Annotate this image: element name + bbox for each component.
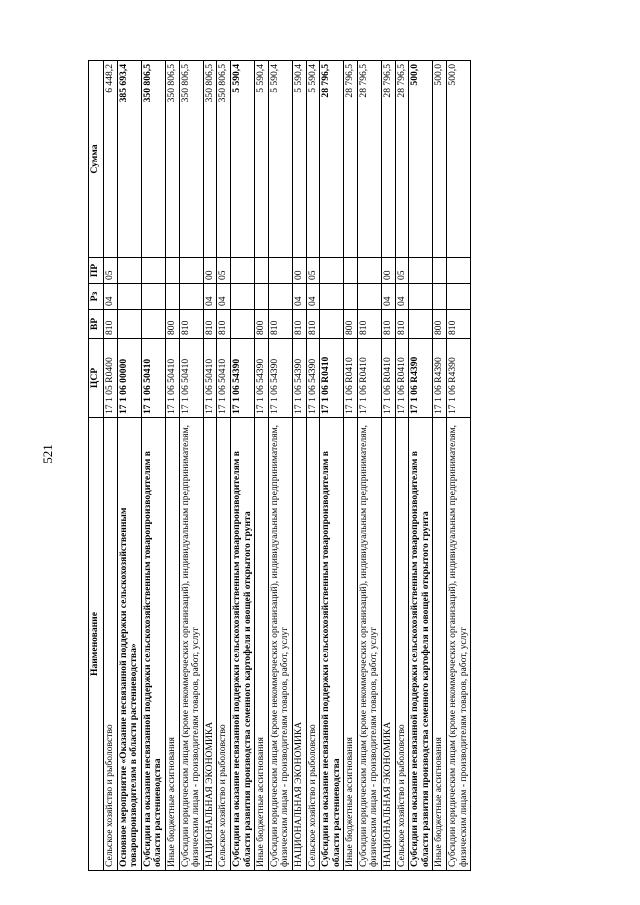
cell-sum: 6 448,2 bbox=[104, 61, 118, 258]
cell-sum: 5 590,4 bbox=[292, 61, 306, 258]
cell-vr: 800 bbox=[433, 310, 447, 339]
cell-csr: 17 1 06 00000 bbox=[117, 339, 141, 418]
table-header-row bbox=[89, 61, 104, 871]
cell-vr: 810 bbox=[447, 310, 471, 339]
cell-pr: 00 bbox=[382, 258, 396, 284]
cell-vr: 810 bbox=[357, 310, 381, 339]
cell-pr bbox=[179, 258, 203, 284]
cell-pr: 00 bbox=[203, 258, 217, 284]
table-row bbox=[395, 61, 409, 871]
cell-pr bbox=[117, 258, 141, 284]
budget-table bbox=[88, 60, 471, 871]
cell-sum: 350 806,5 bbox=[179, 61, 203, 258]
table-row bbox=[230, 61, 254, 871]
table-row bbox=[344, 61, 358, 871]
cell-vr bbox=[117, 310, 141, 339]
cell-csr: 17 1 06 R0410 bbox=[320, 339, 344, 418]
table-row bbox=[141, 61, 165, 871]
cell-rz bbox=[357, 284, 381, 310]
cell-vr: 810 bbox=[104, 310, 118, 339]
cell-rz bbox=[165, 284, 179, 310]
cell-pr: 05 bbox=[306, 258, 320, 284]
header-pr: ПР bbox=[89, 258, 104, 284]
cell-pr: 00 bbox=[292, 258, 306, 284]
cell-name: Субсидии на оказание несвязанной поддержки сельскохозяйственным товаропроизводителям в области растениеводства bbox=[320, 418, 344, 871]
cell-rz bbox=[344, 284, 358, 310]
cell-sum: 385 693,4 bbox=[117, 61, 141, 258]
table-row bbox=[203, 61, 217, 871]
cell-name: НАЦИОНАЛЬНАЯ ЭКОНОМИКА bbox=[382, 418, 396, 871]
cell-csr: 17 1 06 50410 bbox=[203, 339, 217, 418]
cell-name: Иные бюджетные ассигнования bbox=[344, 418, 358, 871]
cell-name: Субсидии на оказание несвязанной поддержки сельскохозяйственным товаропроизводителям в области развития производства семенного картофеля и овощей открытого грунта bbox=[409, 418, 433, 871]
cell-csr: 17 1 06 R0410 bbox=[395, 339, 409, 418]
cell-sum: 500,0 bbox=[447, 61, 471, 258]
cell-vr: 810 bbox=[203, 310, 217, 339]
header-rz: Рз bbox=[89, 284, 104, 310]
cell-pr: 05 bbox=[104, 258, 118, 284]
cell-rz bbox=[447, 284, 471, 310]
cell-vr: 810 bbox=[306, 310, 320, 339]
cell-csr: 17 1 06 R0410 bbox=[382, 339, 396, 418]
cell-csr: 17 1 06 50410 bbox=[179, 339, 203, 418]
cell-name: Сельское хозяйство и рыболовство bbox=[395, 418, 409, 871]
cell-rz: 04 bbox=[292, 284, 306, 310]
table-row bbox=[433, 61, 447, 871]
cell-pr: 05 bbox=[217, 258, 231, 284]
table-row bbox=[292, 61, 306, 871]
header-sum: Сумма bbox=[89, 61, 104, 258]
cell-name: Субсидии юридическим лицам (кроме некоммерческих организаций), индивидуальным предпринимателям, физическим лицам - производителям товаров, работ, услуг bbox=[268, 418, 292, 871]
cell-sum: 350 806,5 bbox=[141, 61, 165, 258]
cell-name: Сельское хозяйство и рыболовство bbox=[217, 418, 231, 871]
cell-vr: 800 bbox=[255, 310, 269, 339]
cell-sum: 5 590,4 bbox=[268, 61, 292, 258]
table-row bbox=[117, 61, 141, 871]
cell-rz bbox=[230, 284, 254, 310]
cell-csr: 17 1 06 54390 bbox=[306, 339, 320, 418]
cell-rz bbox=[179, 284, 203, 310]
cell-rz bbox=[255, 284, 269, 310]
cell-rz: 04 bbox=[395, 284, 409, 310]
cell-rz: 04 bbox=[306, 284, 320, 310]
cell-csr: 17 1 05 R0400 bbox=[104, 339, 118, 418]
cell-rz: 04 bbox=[203, 284, 217, 310]
cell-csr: 17 1 06 54390 bbox=[255, 339, 269, 418]
table-row bbox=[268, 61, 292, 871]
cell-sum: 28 796,5 bbox=[357, 61, 381, 258]
cell-sum: 28 796,5 bbox=[320, 61, 344, 258]
cell-pr bbox=[344, 258, 358, 284]
cell-csr: 17 1 06 R0410 bbox=[357, 339, 381, 418]
cell-csr: 17 1 06 54390 bbox=[230, 339, 254, 418]
cell-sum: 28 796,5 bbox=[344, 61, 358, 258]
table-row bbox=[357, 61, 381, 871]
table-row bbox=[409, 61, 433, 871]
cell-name: Субсидии юридическим лицам (кроме некоммерческих организаций), индивидуальным предпринимателям, физическим лицам - производителям товаров, работ, услуг bbox=[447, 418, 471, 871]
cell-vr bbox=[320, 310, 344, 339]
header-vr: ВР bbox=[89, 310, 104, 339]
cell-name: Субсидии на оказание несвязанной поддержки сельскохозяйственным товаропроизводителям в области развития производства семенного картофеля и овощей открытого грунта bbox=[230, 418, 254, 871]
cell-pr bbox=[357, 258, 381, 284]
table-row bbox=[179, 61, 203, 871]
cell-pr: 05 bbox=[395, 258, 409, 284]
cell-rz bbox=[433, 284, 447, 310]
cell-rz: 04 bbox=[217, 284, 231, 310]
cell-rz bbox=[320, 284, 344, 310]
cell-vr bbox=[141, 310, 165, 339]
cell-csr: 17 1 06 R4390 bbox=[409, 339, 433, 418]
cell-name: НАЦИОНАЛЬНАЯ ЭКОНОМИКА bbox=[292, 418, 306, 871]
cell-csr: 17 1 06 R0410 bbox=[344, 339, 358, 418]
cell-pr bbox=[447, 258, 471, 284]
cell-rz: 04 bbox=[382, 284, 396, 310]
cell-rz bbox=[141, 284, 165, 310]
cell-vr: 810 bbox=[268, 310, 292, 339]
cell-pr bbox=[409, 258, 433, 284]
table-row bbox=[320, 61, 344, 871]
cell-name: Субсидии на оказание несвязанной поддержки сельскохозяйственным товаропроизводителям в области растениеводства bbox=[141, 418, 165, 871]
cell-name: Иные бюджетные ассигнования bbox=[255, 418, 269, 871]
cell-sum: 350 806,5 bbox=[165, 61, 179, 258]
table-row bbox=[255, 61, 269, 871]
cell-csr: 17 1 06 50410 bbox=[165, 339, 179, 418]
cell-vr bbox=[230, 310, 254, 339]
cell-name: Сельское хозяйство и рыболовство bbox=[104, 418, 118, 871]
cell-vr: 810 bbox=[179, 310, 203, 339]
cell-vr: 800 bbox=[165, 310, 179, 339]
header-csr: ЦСР bbox=[89, 339, 104, 418]
cell-name: Основное мероприятие «Оказание несвязанной поддержки сельскохозяйственным товаропроизводителям в области растениеводства» bbox=[117, 418, 141, 871]
cell-name: Субсидии юридическим лицам (кроме некоммерческих организаций), индивидуальным предпринимателям, физическим лицам - производителям товаров, работ, услуг bbox=[179, 418, 203, 871]
cell-sum: 350 806,5 bbox=[217, 61, 231, 258]
cell-pr bbox=[141, 258, 165, 284]
cell-csr: 17 1 06 R4390 bbox=[447, 339, 471, 418]
table-row bbox=[382, 61, 396, 871]
cell-rz: 04 bbox=[104, 284, 118, 310]
cell-vr: 810 bbox=[292, 310, 306, 339]
cell-pr bbox=[320, 258, 344, 284]
cell-csr: 17 1 06 54390 bbox=[292, 339, 306, 418]
cell-pr bbox=[268, 258, 292, 284]
table-row bbox=[165, 61, 179, 871]
table-row bbox=[447, 61, 471, 871]
table-row bbox=[306, 61, 320, 871]
cell-pr bbox=[230, 258, 254, 284]
cell-name: Иные бюджетные ассигнования bbox=[433, 418, 447, 871]
cell-sum: 500,0 bbox=[409, 61, 433, 258]
cell-vr: 810 bbox=[217, 310, 231, 339]
cell-vr: 800 bbox=[344, 310, 358, 339]
cell-sum: 5 590,4 bbox=[230, 61, 254, 258]
cell-sum: 500,0 bbox=[433, 61, 447, 258]
budget-table-container bbox=[88, 61, 586, 871]
cell-vr: 810 bbox=[382, 310, 396, 339]
cell-sum: 5 590,4 bbox=[306, 61, 320, 258]
table-row bbox=[217, 61, 231, 871]
cell-rz bbox=[409, 284, 433, 310]
cell-csr: 17 1 06 54390 bbox=[268, 339, 292, 418]
table-row bbox=[104, 61, 118, 871]
cell-csr: 17 1 06 R4390 bbox=[433, 339, 447, 418]
cell-csr: 17 1 06 50410 bbox=[141, 339, 165, 418]
cell-name: Иные бюджетные ассигнования bbox=[165, 418, 179, 871]
cell-vr: 810 bbox=[395, 310, 409, 339]
cell-csr: 17 1 06 50410 bbox=[217, 339, 231, 418]
cell-rz bbox=[117, 284, 141, 310]
cell-sum: 350 806,5 bbox=[203, 61, 217, 258]
cell-name: Сельское хозяйство и рыболовство bbox=[306, 418, 320, 871]
header-name: Наименование bbox=[89, 418, 104, 871]
cell-sum: 5 590,4 bbox=[255, 61, 269, 258]
table-body bbox=[104, 61, 471, 871]
cell-pr bbox=[433, 258, 447, 284]
cell-name: Субсидии юридическим лицам (кроме некоммерческих организаций), индивидуальным предпринимателям, физическим лицам - производителям товаров, работ, услуг bbox=[357, 418, 381, 871]
cell-sum: 28 796,5 bbox=[395, 61, 409, 258]
cell-sum: 28 796,5 bbox=[382, 61, 396, 258]
cell-pr bbox=[165, 258, 179, 284]
cell-vr bbox=[409, 310, 433, 339]
cell-name: НАЦИОНАЛЬНАЯ ЭКОНОМИКА bbox=[203, 418, 217, 871]
page-number: 521 bbox=[39, 444, 55, 464]
cell-pr bbox=[255, 258, 269, 284]
cell-rz bbox=[268, 284, 292, 310]
